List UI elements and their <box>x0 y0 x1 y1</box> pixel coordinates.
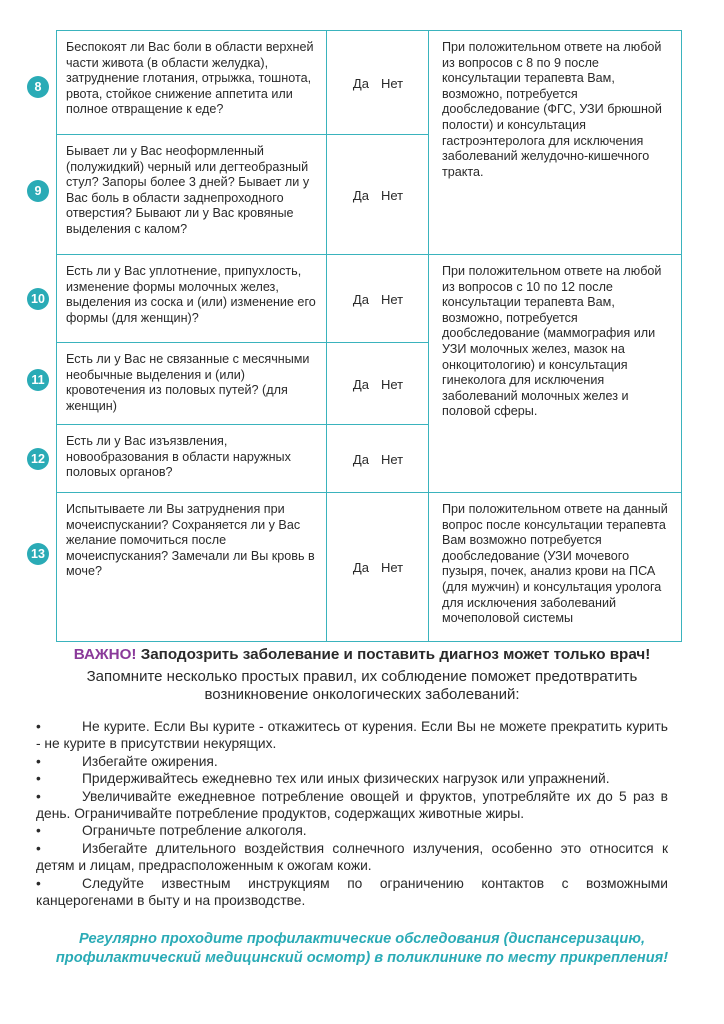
answer-yes[interactable]: Да <box>352 187 369 203</box>
question-13-text: Испытываете ли Вы затруднения при мочеиспускании? Сохраняется ли у Вас желание помочиться после мочеиспускания? Замечали ли Вы кровь в моче? <box>56 492 328 642</box>
note-questions-10-12: При положительном ответе на любой из вопросов с 10 по 12 после консультации терапевта Вам, возможно, потребуется дообследование (маммография или УЗИ молочных желез, мазок на онкоцитологию) и консультация гинеколога для исключения заболеваний молочных желез и половой сферы. <box>428 254 682 494</box>
question-number-11: 11 <box>27 369 49 391</box>
question-8-answer[interactable] <box>326 30 430 136</box>
bullet-icon: • <box>36 840 41 856</box>
important-text: Заподозрить заболевание и поставить диагноз может только врач! <box>140 646 651 663</box>
important-notice <box>0 646 724 663</box>
question-number-9: 9 <box>27 180 49 202</box>
question-8-text: Беспокоят ли Вас боли в области верхней части живота (в области желудка), затруднение глотания, отрыжка, тошнота, рвота, стойкое снижение аппетита или полное отвращение к еде? <box>56 30 328 136</box>
tip-item <box>36 718 668 753</box>
question-number-8: 8 <box>27 76 49 98</box>
bullet-icon: • <box>36 788 41 804</box>
question-number-12: 12 <box>27 448 49 470</box>
question-number-10: 10 <box>27 288 49 310</box>
answer-no[interactable]: Нет <box>380 75 404 91</box>
note-questions-8-9: При положительном ответе на любой из вопросов с 8 по 9 после консультации терапевта Вам, возможно, потребуется дообследование (ФГС, УЗИ брюшной полости) и консультация гастроэнтеролога для исключения заболеваний желудочно-кишечного тракта. <box>428 30 682 256</box>
question-number-13: 13 <box>27 543 49 565</box>
tip-text: Избегайте длительного воздействия солнечного излучения, особенно это относится к детям и лицам, предрасположенным к ожогам кожи. <box>36 840 668 874</box>
note-question-13: При положительном ответе на данный вопрос после консультации терапевта Вам возможно потребуется дообследование (УЗИ мочевого пузыря, почек, анализ крови на ПСА (для мужчин) и консультация уролога для исключения заболеваний мочеполовой системы <box>428 492 682 642</box>
important-label: ВАЖНО! <box>73 646 137 663</box>
questionnaire-table <box>56 30 682 642</box>
answer-yes[interactable]: Да <box>352 75 369 91</box>
tip-text: Увеличивайте ежедневное потребление овощей и фруктов, употребляйте их до 5 раз в день. Ограничивайте потребление продуктов, содержащих животные жиры. <box>36 788 668 822</box>
question-11-text: Есть ли у Вас не связанные с месячными необычные выделения и (или) кровотечения из половых путей? (для женщин) <box>56 342 328 426</box>
answer-no[interactable]: Нет <box>380 376 404 392</box>
question-11-answer[interactable] <box>326 342 430 426</box>
bullet-icon: • <box>36 771 41 787</box>
tip-item <box>36 822 668 839</box>
answer-no[interactable]: Нет <box>380 291 404 307</box>
answer-yes[interactable]: Да <box>352 291 369 307</box>
rules-intro: Запомните несколько простых правил, их соблюдение поможет предотвратить возникновение онкологических заболеваний: <box>86 668 638 703</box>
question-9-answer[interactable] <box>326 134 430 256</box>
question-12-answer[interactable] <box>326 424 430 494</box>
tip-text: Следуйте известным инструкциям по ограничению контактов с возможными канцерогенами в быту и на производстве. <box>36 875 668 909</box>
tip-text: Избегайте ожирения. <box>82 753 218 769</box>
bullet-icon: • <box>36 823 41 839</box>
answer-no[interactable]: Нет <box>380 451 404 467</box>
tip-item <box>36 753 668 770</box>
question-10-answer[interactable] <box>326 254 430 344</box>
tip-text: Ограничьте потребление алкоголя. <box>82 823 307 839</box>
question-12-text: Есть ли у Вас изъязвления, новообразования в области наружных половых органов? <box>56 424 328 494</box>
tip-item <box>36 788 668 823</box>
answer-yes[interactable]: Да <box>352 559 369 575</box>
bullet-icon: • <box>36 753 41 769</box>
bullet-icon: • <box>36 875 41 891</box>
question-10-text: Есть ли у Вас уплотнение, припухлость, изменение формы молочных желез, выделения из соска и (или) изменение его формы (для женщин)? <box>56 254 328 344</box>
question-13-answer[interactable] <box>326 492 430 642</box>
answer-yes[interactable]: Да <box>352 451 369 467</box>
prevention-tips-list <box>36 718 668 909</box>
tip-text: Не курите. Если Вы курите - откажитесь от курения. Если Вы не можете прекратить курить - не курите в присутствии некурящих. <box>36 719 668 752</box>
tip-item <box>36 770 668 787</box>
question-9-text: Бывает ли у Вас неоформленный (полужидкий) черный или дегтеобразный стул? Запоры более 3 дней? Бывает ли у Вас боль в области заднепроходного отверстия? Бывают ли у Вас кровяные выделения с калом? <box>56 134 328 256</box>
bullet-icon: • <box>36 719 41 734</box>
answer-yes[interactable]: Да <box>352 376 369 392</box>
tip-item <box>36 875 668 910</box>
tip-item <box>36 840 668 875</box>
answer-no[interactable]: Нет <box>380 187 404 203</box>
tip-text: Придерживайтесь ежедневно тех или иных физических нагрузок или упражнений. <box>82 771 610 787</box>
answer-no[interactable]: Нет <box>380 559 404 575</box>
footer-call-to-action: Регулярно проходите профилактические обследования (диспансеризацию, профилактический медицинский осмотр) в поликлинике по месту прикрепления! <box>55 931 669 966</box>
